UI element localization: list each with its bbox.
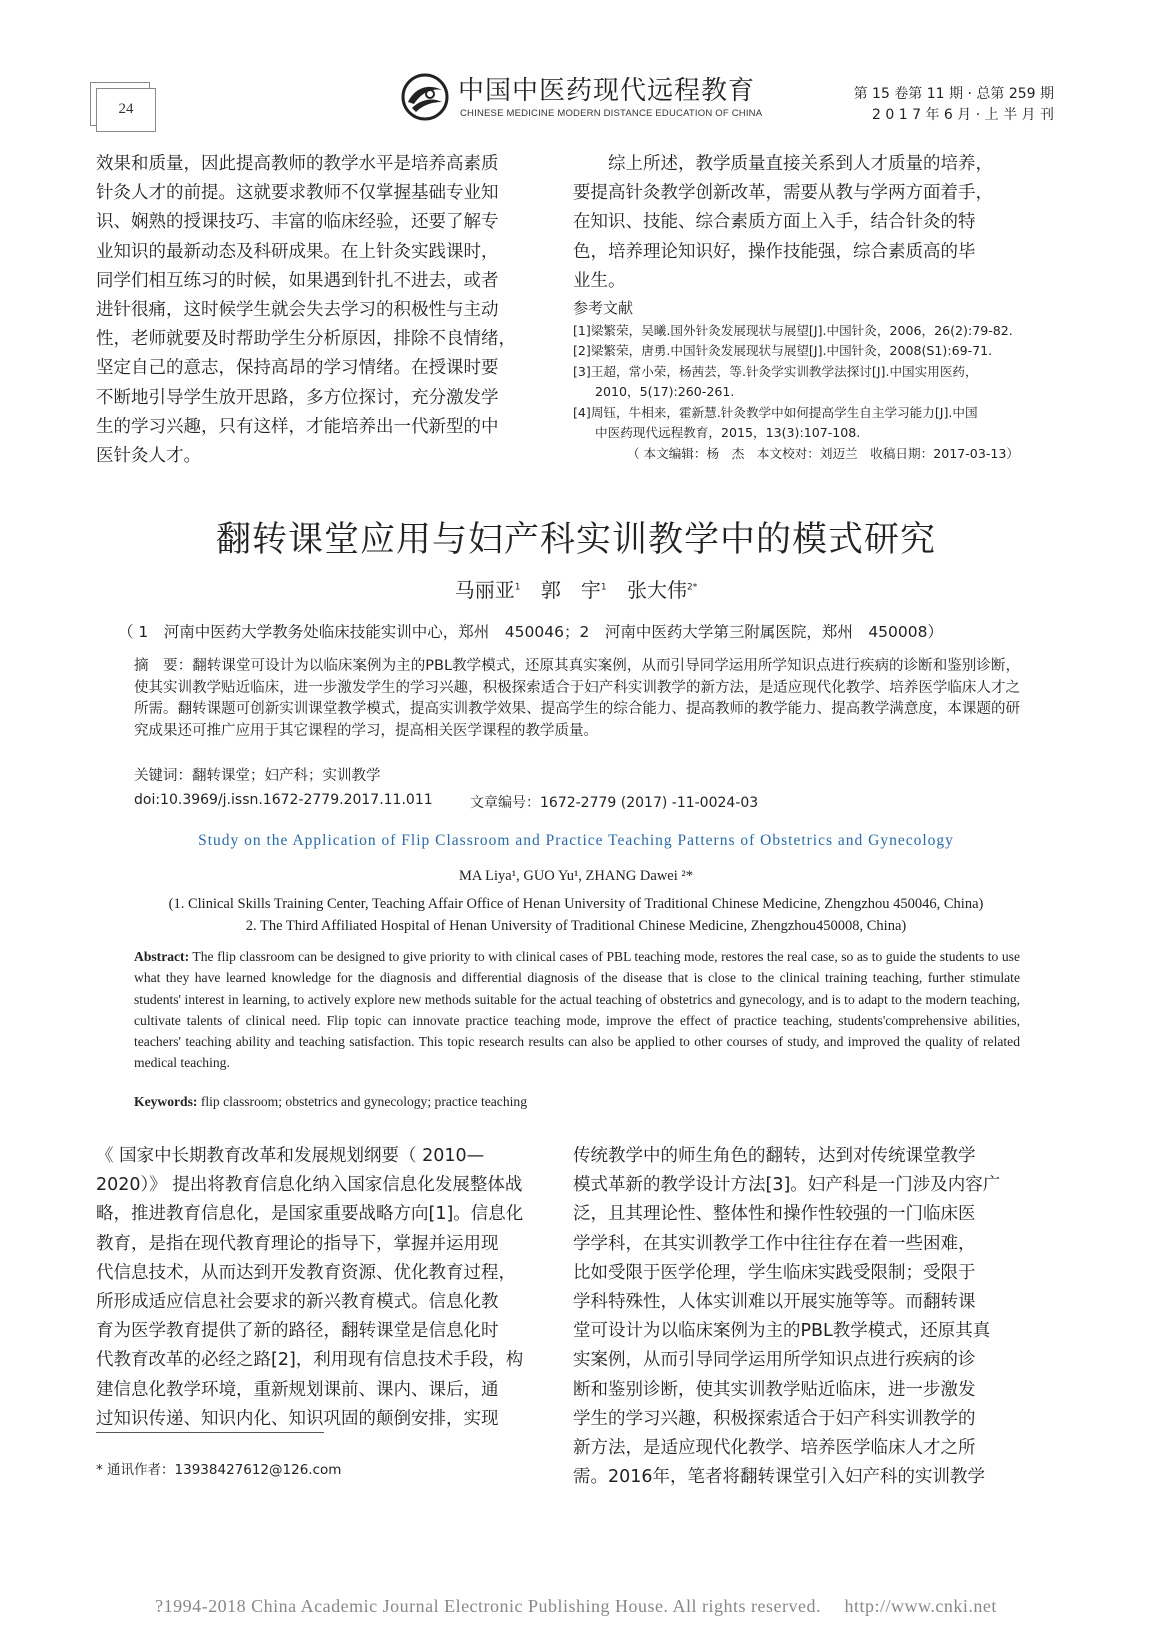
prev-left-line: 进针很痛，这时候学生就会失去学习的积极性与主动 <box>96 300 499 321</box>
body-left-column <box>96 1142 536 1434</box>
references-heading: 参考文献 <box>573 299 634 317</box>
body-line: 建信息化教学环境，重新规划课前、课内、课后，通 <box>96 1379 499 1400</box>
body-line: 过知识传递、知识内化、知识巩固的颠倒安排，实现 <box>96 1408 499 1429</box>
affiliation-en-1: (1. Clinical Skills Training Center, Teaching Affair Office of Henan University of Traditional Chinese Medicine, Zhengzhou 450046, China) <box>168 896 984 912</box>
abstract-en <box>134 946 1020 1074</box>
prev-left-line: 性，老师就要及时帮助学生分析原因，排除不良情绪， <box>96 329 516 350</box>
reference-item-cont: 2010，5(17):260-261. <box>595 384 735 399</box>
author-name: 张大伟$^{2*}$ <box>626 578 698 602</box>
keywords-en <box>134 1094 527 1110</box>
prev-right-line: 要提高针灸教学创新改革，需要从教与学两方面着手， <box>573 183 993 204</box>
abstract-text: 翻转课堂可设计为以临床案例为主的PBL教学模式，还原其真实案例，从而引导同学运用所学知识点进行疾病的诊断和鉴别诊断，使其实训教学贴近临床，进一步激发学生的学习兴趣，积极探索适合于妇产科实训教学的新方法，是适应现代化教学、培养医学临床人才之所需。翻转课题可创新实训课堂教学模式，提高实训教学效果、提高学生的综合能力、提高教师的教学能力、提高教学满意度，本课题的研究成果还可推广应用于其它课程的学习，提高相关医学课程的教学质量。 <box>134 658 1021 739</box>
prev-left-line: 效果和质量，因此提高教师的教学水平是培养高素质 <box>96 154 499 174</box>
journal-title-cn: 中国中医药现代远程教育 <box>458 76 756 106</box>
body-line: 学科特殊性，人体实训难以开展实施等等。而翻转课 <box>573 1292 976 1313</box>
references <box>573 298 1023 464</box>
body-right-column <box>573 1142 1017 1492</box>
abstract-en-label: Abstract: <box>134 949 190 964</box>
page-number: 24 <box>118 101 134 117</box>
abstract-label: 摘 要： <box>134 658 193 674</box>
prev-left-line: 针灸人才的前提。这就要求教师不仅掌握基础专业知 <box>96 183 499 204</box>
editor-note: （ 本文编辑：杨 杰 本文校对：刘迈兰 收稿日期：2017-03-13） <box>626 445 1019 461</box>
prev-left-line: 识、娴熟的授课技巧、丰富的临床经验，还要了解专 <box>96 212 499 233</box>
prev-left-line: 不断地引导学生放开思路，多方位探讨，充分激发学 <box>96 387 499 408</box>
issue-line-2: 2 0 1 7 年 6 月 · 上 半 月 刊 <box>872 107 1054 123</box>
body-line: 新方法，是适应现代化教学、培养医学临床人才之所 <box>573 1438 976 1459</box>
body-line: 2020）》 提出将教育信息化纳入国家信息化发展整体战 <box>96 1175 523 1196</box>
reference-item: [1]梁繁荣，吴曦.国外针灸发展现状与展望[J].中国针灸，2006，26(2):79-82. <box>573 322 1013 338</box>
prev-left-line: 业知识的最新动态及科研成果。在上针灸实践课时， <box>96 241 499 262</box>
footnote-divider <box>96 1432 324 1433</box>
prev-right-line: 在知识、技能、综合素质方面上入手，结合针灸的特 <box>573 212 976 233</box>
body-line: 育为医学教育提供了新的路径，翻转课堂是信息化时 <box>96 1321 499 1342</box>
body-line: 代信息技术，从而达到开发教育资源、优化教育过程， <box>96 1262 516 1283</box>
author-list-en: MA Liya¹, GUO Yu¹, ZHANG Dawei ²* <box>458 868 693 884</box>
body-line: 比如受限于医学伦理，学生临床实践受限制；受限于 <box>573 1262 976 1283</box>
affiliation-cn: （ 1 河南中医药大学教务处临床技能实训中心，郑州 450046；2 河南中医药大学第三附属医院，郑州 450008） <box>118 623 943 641</box>
body-line: 堂可设计为以临床案例为主的PBL教学模式，还原其真 <box>573 1321 991 1342</box>
body-line: 代教育改革的必经之路[2]，利用现有信息技术手段，构 <box>96 1350 524 1371</box>
body-line: 教育，是指在现代教育理论的指导下，掌握并运用现 <box>96 1233 499 1254</box>
keywords-cn: 关键词：翻转课堂；妇产科；实训教学 <box>134 768 381 784</box>
corresponding-author-footnote: * 通讯作者：13938427612@126.com <box>96 1462 342 1478</box>
prev-article-right-column <box>573 150 1017 296</box>
body-line: 实案例，从而引导同学运用所学知识点进行疾病的诊 <box>573 1350 976 1371</box>
abstract-en-text: The flip classroom can be designed to give priority to with clinical cases of PBL teaching mode, restores the real case, so as to guide the students to use what they have learned knowledge for the diagnosis and differential diagnosis of the disease that is close to the clinical training teaching, further stimulate students' interest in learning, to actively explore new methods suitable for the actual teaching of obstetrics and gynecology, and is to adapt to the modern teaching, cultivate talents of clinical need. Flip topic can innovate practice teaching mode, improve the effect of practice teaching, students'comprehensive abilities, teachers' teaching ability and teaching satisfaction. This topic research results can also be applied to other courses of study, and improved the quality of related medical teaching. <box>134 949 1021 1071</box>
abstract-cn <box>134 656 1020 742</box>
prev-left-line: 坚定自己的意志，保持高昂的学习情绪。在授课时要 <box>96 358 499 379</box>
body-line: 学生的学习兴趣，积极探索适合于妇产科实训教学的 <box>573 1408 976 1429</box>
body-line: 泛，且其理论性、整体性和操作性较强的一门临床医 <box>573 1204 976 1225</box>
journal-title-en: CHINESE MEDICINE MODERN DISTANCE EDUCATION OF CHINA <box>460 108 763 119</box>
article-number: 文章编号：1672-2779 (2017) -11-0024-03 <box>470 795 759 811</box>
prev-right-line: 综上所述，教学质量直接关系到人才质量的培养， <box>573 154 993 174</box>
keywords-en-label: Keywords: <box>134 1094 198 1109</box>
prev-left-line: 医针灸人才。 <box>96 446 201 467</box>
article-title-en: Study on the Application of Flip Classroom and Practice Teaching Patterns of Obstetrics and Gynecology <box>198 832 954 849</box>
body-line: 需。2016年，笔者将翻转课堂引入妇产科的实训教学 <box>573 1467 986 1488</box>
body-line: 模式革新的教学设计方法[3]。妇产科是一门涉及内容广 <box>573 1175 1001 1196</box>
body-line: 传统教学中的师生角色的翻转，达到对传统课堂教学 <box>573 1146 976 1166</box>
keywords-en-text: flip classroom; obstetrics and gynecology; practice teaching <box>200 1094 527 1109</box>
prev-left-line: 生的学习兴趣，只有这样，才能培养出一代新型的中 <box>96 416 499 437</box>
journal-logo-icon <box>400 72 450 122</box>
issue-line-1: 第 15 卷第 11 期 · 总第 259 期 <box>853 86 1054 102</box>
body-line: 断和鉴别诊断，使其实训教学贴近临床，进一步激发 <box>573 1379 976 1400</box>
body-line: 略，推进教育信息化，是国家重要战略方向[1]。信息化 <box>96 1204 524 1225</box>
body-line: 学学科，在其实训教学工作中往往存在着一些困难， <box>573 1233 976 1254</box>
reference-item-cont: 中医药现代远程教育，2015，13(3):107-108. <box>595 425 861 440</box>
doi: doi:10.3969/j.issn.1672-2779.2017.11.011 <box>134 792 433 808</box>
author-list <box>0 574 1152 603</box>
prev-article-left-column <box>96 150 536 471</box>
article-title: 翻转课堂应用与妇产科实训教学中的模式研究 <box>215 520 936 560</box>
reference-item: [4]周钰，牛相来，霍新慧.针灸教学中如何提高学生自主学习能力[J].中国 <box>573 404 978 420</box>
body-line: 所形成适应信息社会要求的新兴教育模式。信息化教 <box>96 1292 499 1313</box>
prev-right-line: 业生。 <box>573 270 626 291</box>
prev-right-line: 色，培养理论知识好，操作技能强，综合素质高的毕 <box>573 241 976 262</box>
affiliation-en-2: 2. The Third Affiliated Hospital of Henan University of Traditional Chinese Medicine, Zhengzhou450008, China) <box>245 918 907 934</box>
reference-item: [2]梁繁荣，唐勇.中国针灸发展现状与展望[J].中国针灸，2008(S1):69-71. <box>573 343 993 358</box>
copyright-footer: ?1994-2018 China Academic Journal Electronic Publishing House. All rights reserved. http://www.cnki.net <box>155 1596 997 1616</box>
issue-info <box>854 84 1054 126</box>
prev-left-line: 同学们相互练习的时候，如果遇到针扎不进去，或者 <box>96 270 499 291</box>
author-name: 马丽亚$^1$ <box>454 578 521 602</box>
body-line: 《 国家中长期教育改革和发展规划纲要（ 2010— <box>96 1146 485 1166</box>
author-name: 郭 宇$^1$ <box>540 578 607 602</box>
reference-item: [3]王超，常小荣，杨茜芸，等.针灸学实训教学法探讨[J].中国实用医药， <box>573 363 978 379</box>
